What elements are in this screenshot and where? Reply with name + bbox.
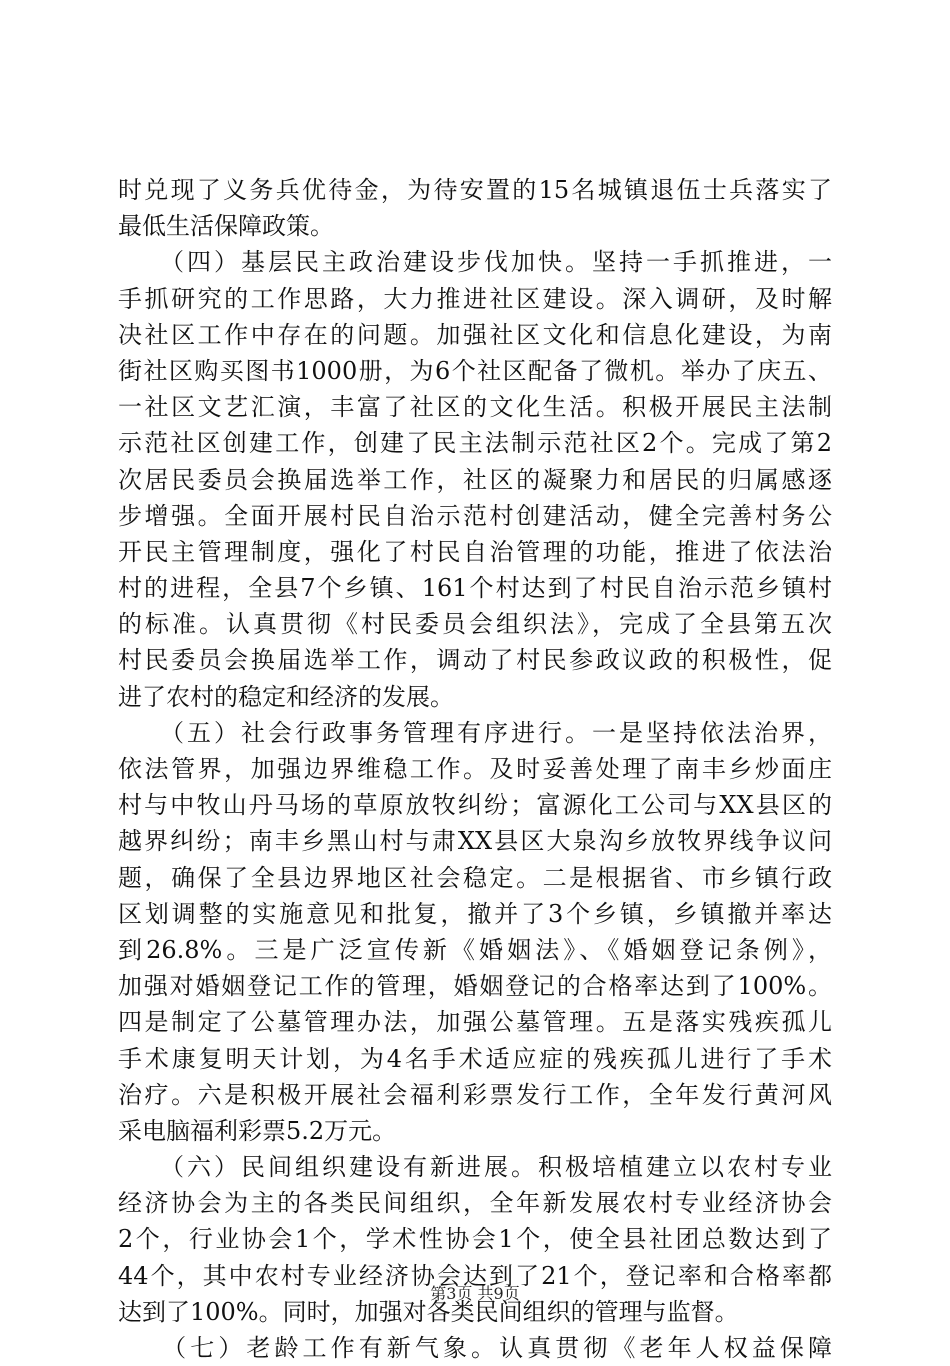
text-line: 达到了100%。同时，加强对各类民间组织的管理与监督。: [118, 1297, 739, 1326]
text-line: 开民主管理制度，强化了村民自治管理的功能，推进了依法治: [118, 537, 832, 566]
text-line: 街社区购买图书1000册，为6个社区配备了微机。举办了庆五、: [118, 356, 832, 385]
text-line: 决社区工作中存在的问题。加强社区文化和信息化建设，为南: [118, 320, 832, 349]
text-line: （七）老龄工作有新气象。认真贯彻《老年人权益保障: [118, 1334, 832, 1362]
text-line: 题，确保了全县边界地区社会稳定。二是根据省、市乡镇行政: [118, 863, 832, 892]
text-line: 村的进程，全县7个乡镇、161个村达到了村民自治示范乡镇村: [118, 574, 832, 603]
text-line: （五）社会行政事务管理有序进行。一是坚持依法治界，: [118, 718, 832, 747]
text-line: 经济协会为主的各类民间组织，全年新发展农村专业经济协会: [118, 1189, 832, 1218]
text-line: 2个，行业协会1个，学术性协会1个，使全县社团总数达到了: [118, 1225, 832, 1254]
document-body: [118, 172, 832, 1366]
text-line: 时兑现了义务兵优待金，为待安置的15名城镇退伍士兵落实了: [118, 176, 832, 204]
text-line: 一社区文艺汇演，丰富了社区的文化生活。积极开展民主法制: [118, 393, 832, 422]
text-line: 治疗。六是积极开展社会福利彩票发行工作，全年发行黄河风: [118, 1080, 832, 1109]
text-line: 加强对婚姻登记工作的管理，婚姻登记的合格率达到了100%。: [118, 972, 832, 1001]
text-line: （六）民间组织建设有新进展。积极培植建立以农村专业: [118, 1153, 832, 1182]
text-line: 的标准。认真贯彻《村民委员会组织法》，完成了全县第五次: [118, 610, 832, 639]
text-line: 依法管界，加强边界维稳工作。及时妥善处理了南丰乡炒面庄: [118, 755, 832, 783]
text-line: 最低生活保障政策。: [118, 212, 334, 241]
text-line: 越界纠纷；南丰乡黑山村与肃XX县区大泉沟乡放牧界线争议问: [118, 827, 832, 856]
text-line: 示范社区创建工作，创建了民主法制示范社区2个。完成了第2: [118, 429, 832, 458]
page-footer: 第3页 共9页: [430, 1284, 520, 1303]
text-line: 手抓研究的工作思路，大力推进社区建设。深入调研，及时解: [118, 284, 832, 313]
text-line: 四是制定了公墓管理办法，加强公墓管理。五是落实残疾孤儿: [118, 1008, 832, 1037]
text-line: 采电脑福利彩票5.2万元。: [118, 1116, 397, 1145]
text-line: 步增强。全面开展村民自治示范村创建活动，健全完善村务公: [118, 501, 832, 530]
text-line: （四）基层民主政治建设步伐加快。坚持一手抓推进，一: [118, 248, 832, 277]
text-line: 到26.8%。三是广泛宣传新《婚姻法》、《婚姻登记条例》，: [118, 935, 832, 964]
text-line: 进了农村的稳定和经济的发展。: [118, 682, 454, 711]
text-line: 44个，其中农村专业经济协会达到了21个，登记率和合格率都: [118, 1261, 832, 1290]
text-line: 村民委员会换届选举工作，调动了村民参政议政的积极性，促: [118, 646, 832, 675]
text-line: 村与中牧山丹马场的草原放牧纠纷；富源化工公司与XX县区的: [118, 791, 832, 820]
text-line: 手术康复明天计划，为4名手术适应症的残疾孤儿进行了手术: [118, 1044, 832, 1073]
text-line: 次居民委员会换届选举工作，社区的凝聚力和居民的归属感逐: [118, 465, 832, 494]
text-line: 区划调整的实施意见和批复，撤并了3个乡镇，乡镇撤并率达: [118, 899, 832, 928]
